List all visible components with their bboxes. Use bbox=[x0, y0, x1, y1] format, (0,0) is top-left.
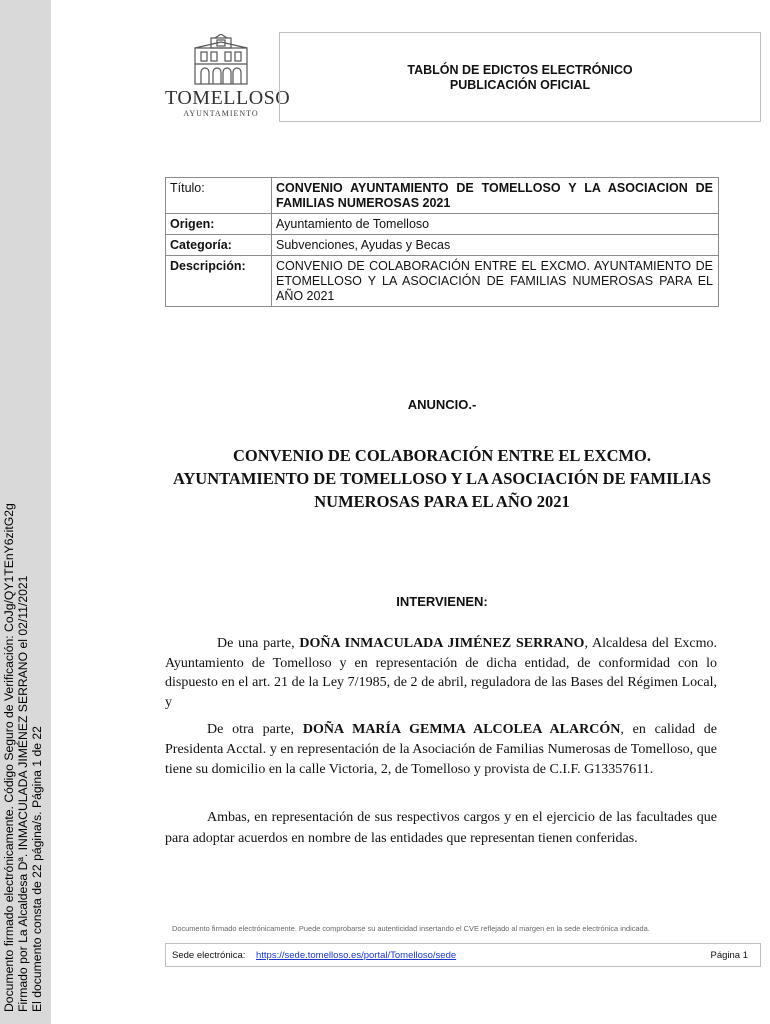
info-table bbox=[165, 177, 719, 307]
row-value: Subvenciones, Ayudas y Becas bbox=[272, 235, 719, 256]
disclaimer: Documento firmado electrónicamente. Puede comprobarse su autenticidad insertando el CVE reflejado al margen en la sede electrónica indicada. bbox=[172, 924, 650, 933]
paragraph-second-party bbox=[165, 720, 717, 780]
logo-subtitle: AYUNTAMIENTO bbox=[183, 109, 259, 118]
signature-line-2: Firmado por La Alcaldesa Dª. INMACULADA JIMÉNEZ SERRANO el 02/11/2021 bbox=[16, 575, 30, 1012]
page-footer bbox=[165, 943, 761, 967]
signature-sidebar bbox=[0, 0, 51, 1024]
row-value: Ayuntamiento de Tomelloso bbox=[272, 214, 719, 235]
p2-name: DOÑA MARÍA GEMMA ALCOLEA ALARCÓN bbox=[302, 722, 621, 737]
sede-link[interactable]: https://sede.tomelloso.es/portal/Tomelloso/sede bbox=[256, 950, 457, 961]
p2-post: , en calidad de Presidenta Acctal. y en representación de la Asociación de Familias Numerosas de Tomelloso, que tiene su domicilio en la calle Victoria, 2, de Tomelloso y provista de C.I.F. G13357611. bbox=[165, 722, 718, 777]
logo-name: TOMELLOSO bbox=[165, 87, 291, 109]
anuncio-heading: ANUNCIO.- bbox=[407, 397, 477, 412]
signature-line-1: Documento firmado electrónicamente. Código Seguro de Verificación: CoJg/QY1TEnY6zitG2g bbox=[2, 503, 16, 1012]
row-value: CONVENIO DE COLABORACIÓN ENTRE EL EXCMO. AYUNTAMIENTO DE ETOMELLOSO Y LA ASOCIACIÓN DE FAMILIAS NUMEROSAS PARA EL AÑO 2021 bbox=[272, 256, 719, 307]
edict-header bbox=[279, 32, 761, 122]
signature-line-3: El documento consta de 22 página/s. Página 1 de 22 bbox=[30, 726, 44, 1012]
header-line-2: PUBLICACIÓN OFICIAL bbox=[449, 78, 591, 92]
table-row bbox=[166, 214, 719, 235]
title-line-1: CONVENIO DE COLABORACIÓN ENTRE EL EXCMO. bbox=[232, 446, 652, 465]
paragraph-first-party bbox=[165, 634, 717, 712]
intervienen-heading: INTERVIENEN: bbox=[396, 594, 488, 609]
title-line-3: NUMEROSAS PARA EL AÑO 2021 bbox=[314, 492, 570, 511]
p1-pre: De una parte, bbox=[217, 636, 300, 651]
town-hall-icon bbox=[165, 34, 277, 86]
footer-label: Sede electrónica: bbox=[172, 950, 246, 961]
p1-post: , Alcaldesa del Excmo. Ayuntamiento de Tomelloso y en representación de dicha entidad, de conformidad con lo dispuesto en el art. 21 de la Ley 7/1985, de 2 de abril, reguladora de las Bases del Régimen Local, y bbox=[165, 636, 717, 710]
table-row bbox=[166, 178, 719, 214]
row-label: Descripción: bbox=[166, 256, 272, 307]
row-label: Categoría: bbox=[166, 235, 272, 256]
signature-text bbox=[2, 492, 44, 1012]
row-label: Título: bbox=[166, 178, 272, 214]
page-number: Página 1 bbox=[710, 950, 748, 961]
p1-name: DOÑA INMACULADA JIMÉNEZ SERRANO bbox=[299, 636, 585, 651]
document-title bbox=[160, 444, 724, 513]
row-value: CONVENIO AYUNTAMIENTO DE TOMELLOSO Y LA ASOCIACION DE FAMILIAS NUMEROSAS 2021 bbox=[272, 178, 719, 214]
tomelloso-logo bbox=[165, 34, 291, 124]
p2-pre: De otra parte, bbox=[207, 722, 303, 737]
table-row bbox=[166, 256, 719, 307]
title-line-2: AYUNTAMIENTO DE TOMELLOSO Y LA ASOCIACIÓN DE FAMILIAS bbox=[172, 469, 712, 488]
header-line-1: TABLÓN DE EDICTOS ELECTRÓNICO bbox=[407, 63, 633, 77]
paragraph-both-parties: Ambas, en representación de sus respectivos cargos y en el ejercicio de las facultades que para adoptar acuerdos en nombre de las entidades que representan tienen conferidas. bbox=[165, 810, 717, 846]
row-label: Origen: bbox=[166, 214, 272, 235]
table-row bbox=[166, 235, 719, 256]
